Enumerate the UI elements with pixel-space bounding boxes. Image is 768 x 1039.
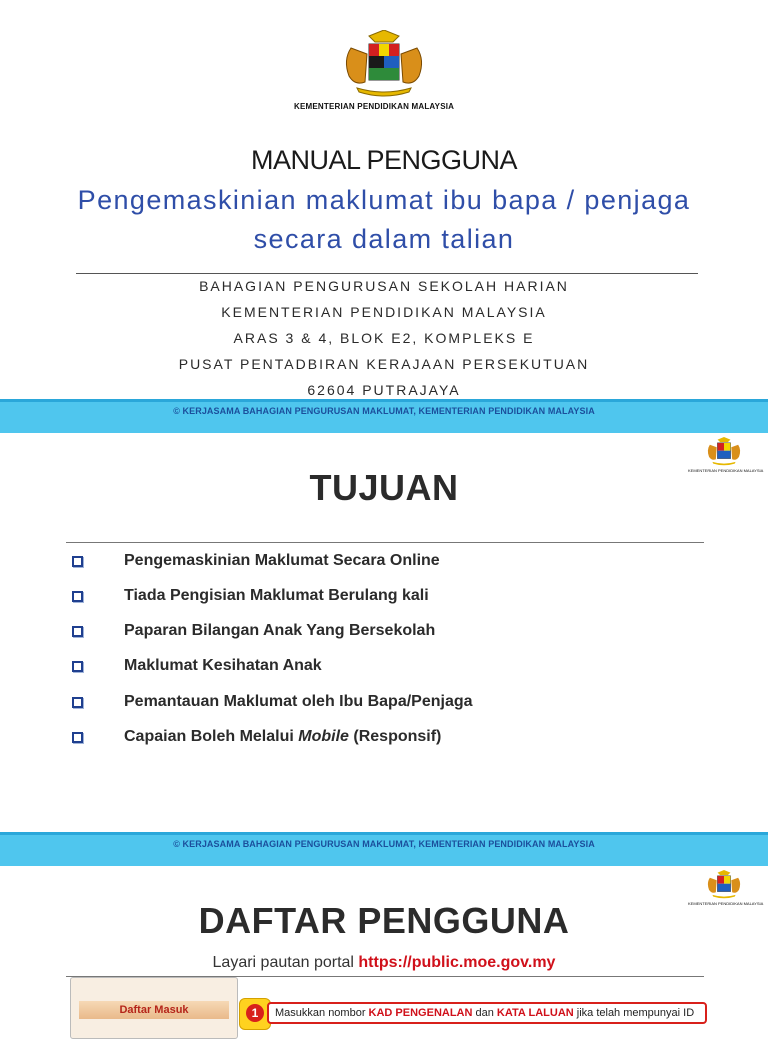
list-item [72, 584, 429, 608]
checkbox-bullet-icon [72, 591, 83, 602]
address-line: KEMENTERIAN PENDIDIKAN MALAYSIA [221, 304, 547, 320]
list-item [72, 725, 441, 749]
malaysia-crest-icon [704, 437, 744, 467]
ministry-caption: KEMENTERIAN PENDIDIKAN MALAYSIA [294, 102, 455, 111]
cover-divider [76, 273, 698, 274]
daftar-title: DAFTAR PENGGUNA [198, 900, 570, 941]
list-item [72, 619, 435, 643]
address-line: PUSAT PENTADBIRAN KERAJAAN PERSEKUTUAN [178, 356, 590, 372]
list-item-text: Paparan Bilangan Anak Yang Bersekolah [124, 622, 436, 639]
checkbox-bullet-icon [72, 697, 83, 708]
list-item-text: Pemantauan Maklumat oleh Ibu Bapa/Penjaga [124, 693, 473, 710]
list-item-text: Tiada Pengisian Maklumat Berulang kali [124, 587, 429, 604]
address-line: ARAS 3 & 4, BLOK E2, KOMPLEKS E [233, 330, 535, 346]
list-item [72, 549, 440, 573]
subtitle-line-2: secara dalam talian [253, 224, 515, 254]
list-item-text: Pengemaskinian Maklumat Secara Online [124, 552, 440, 569]
checkbox-bullet-icon [72, 732, 83, 743]
portal-instruction: Layari pautan portal https://public.moe.gov.my [212, 954, 556, 971]
manual-title: MANUAL PENGGUNA [250, 145, 518, 175]
address-line: BAHAGIAN PENGURUSAN SEKOLAH HARIAN [199, 278, 569, 294]
checkbox-bullet-icon [72, 661, 83, 672]
checkbox-bullet-icon [72, 626, 83, 637]
malaysia-crest-icon [339, 30, 429, 100]
list-item-text: Capaian Boleh Melalui Mobile (Responsif) [124, 728, 442, 745]
malaysia-crest-icon [704, 870, 744, 900]
login-panel-screenshot [70, 977, 238, 1039]
list-item [72, 690, 473, 714]
list-item-text: Maklumat Kesihatan Anak [124, 657, 322, 674]
portal-link[interactable]: https://public.moe.gov.my [358, 954, 556, 971]
footer-bar [0, 832, 768, 866]
subtitle-line-1: Pengemaskinian maklumat ibu bapa / penjaga [77, 185, 691, 215]
crest-caption: KEMENTERIAN PENDIDIKAN MALAYSIA [688, 468, 764, 473]
checkbox-bullet-icon [72, 556, 83, 567]
login-panel-header: Daftar Masuk [79, 1001, 229, 1019]
mobile-italic: Mobile [298, 728, 349, 745]
tujuan-divider [66, 542, 704, 543]
cover-slide [0, 0, 768, 433]
footer-text: © KERJASAMA BAHAGIAN PENGURUSAN MAKLUMAT, KEMENTERIAN PENDIDIKAN MALAYSIA [173, 406, 595, 416]
footer-bar [0, 399, 768, 433]
step-number: 1 [246, 1004, 264, 1022]
address-line: 62604 PUTRAJAYA [307, 382, 461, 398]
tujuan-slide [0, 433, 768, 866]
step-instruction: Masukkan nombor KAD PENGENALAN dan KATA LALUAN jika telah mempunyai ID [267, 1002, 707, 1024]
tujuan-title: TUJUAN [309, 467, 459, 508]
crest-caption: KEMENTERIAN PENDIDIKAN MALAYSIA [688, 901, 764, 906]
footer-text: © KERJASAMA BAHAGIAN PENGURUSAN MAKLUMAT, KEMENTERIAN PENDIDIKAN MALAYSIA [173, 839, 595, 849]
list-item [72, 654, 322, 678]
